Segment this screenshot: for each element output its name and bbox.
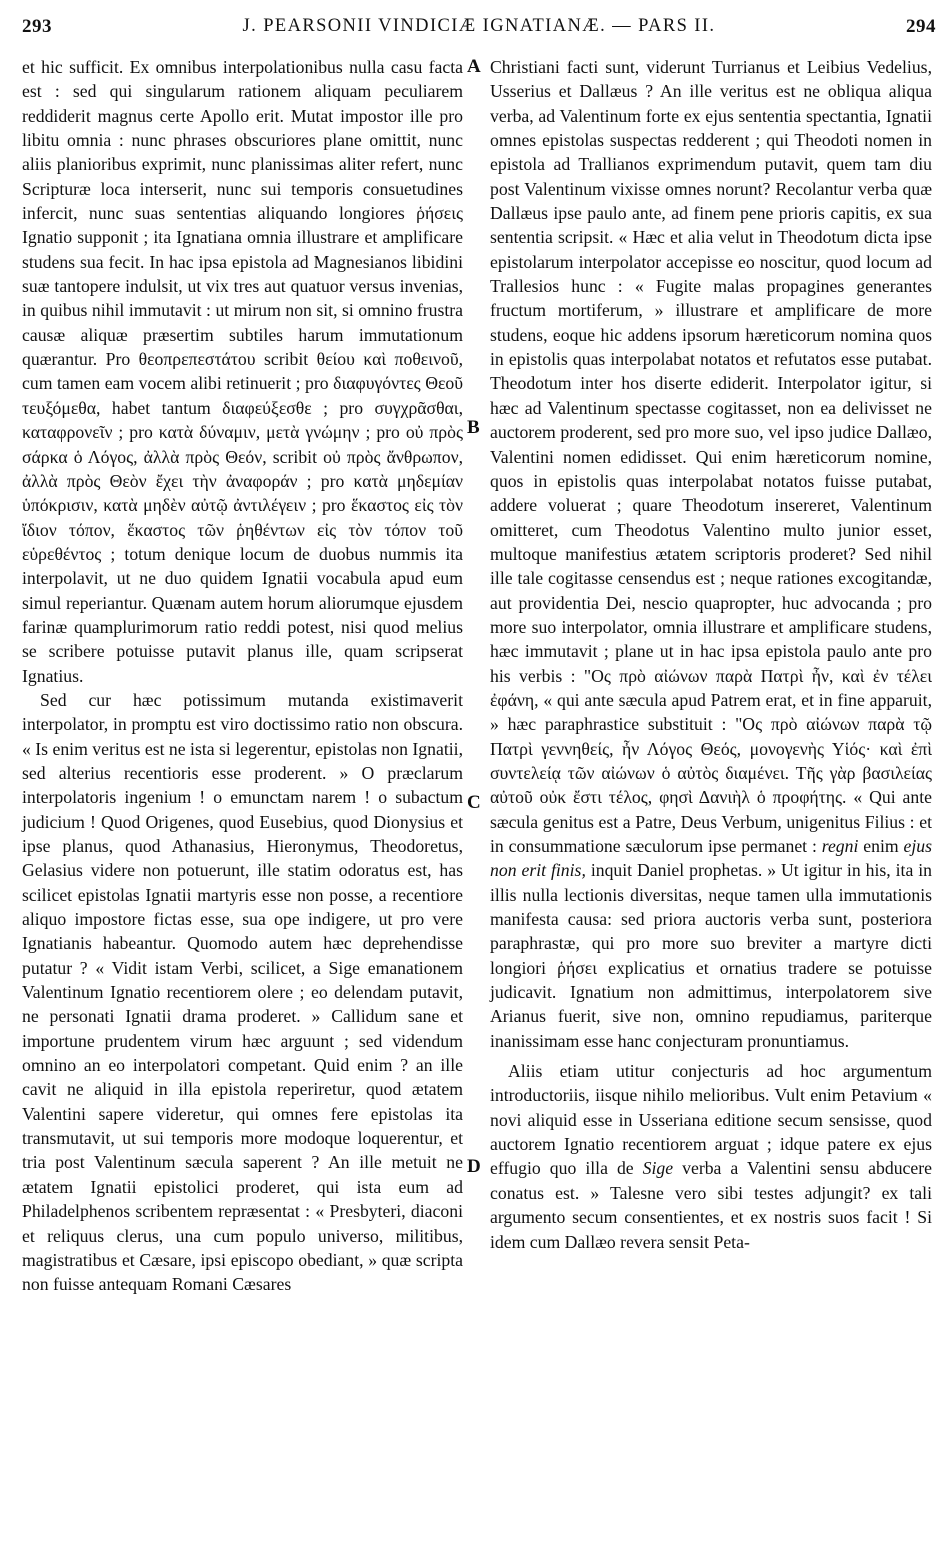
section-marker-c: C [467,792,481,813]
right-p2-text-a: Aliis etiam utitur conjecturis ad hoc argumentum introductoriis, iisque nihilo melioribus. Vult enim Petavium « novi aliquid esse in Usseriana editione secum sensisse, quod auctorem Ignatio recentiorem arguat ; idque patere ex ejus effugio quo illa de [490,1061,932,1179]
section-marker-a: A [467,56,481,77]
right-p1-text-b: enim [858,836,904,856]
right-column [490,55,932,1254]
right-p1-text-a: Christiani facti sunt, viderunt Turrianus et Leibius Vedelius, Usserius et Dallæus ? An ille veritus est ne obliqua aliqua verba, ad Valentinum forte ex ejus sententia spectantia, Ignatii omnes epistolas suspectas redderent ; qui Theodoti nomen in epistola ad Trallianos exprimendum putavit, quem tam diu post Valentinum vixisse omnes norunt? Recolantur verba quæ Dallæus ipse paulo ante, ad finem pene prioris capitis, ex sua sententia scripsit. « Hæc et alia velut in Theodotum dicta ipse epistolarum interpolator accepisse eo noscitur, quod locum ad Trallesios hunc : « Fugite malas propagines generantes fructum mortiferum, » illustrare et amplificare de more studens, eoque hic addens ipsorum hæreticorum nomina quos in epistolis quas interpolabat notatos et refutatos esse putabat. Theodotum inter hos diserte ediderit. Interpolator igitur, si hæc ad Valentinum spectasse cogitasset, non ea delivisset ne auctorem proderent, sed pro more suo, vel ipso judice Dallæo, Valentini nomen edidisset. Qui enim hæreticorum nomine, quos in epistolis quas interpolabat notatos fuisse putabat, addere voluerat ; quare Theodotum insereret, Valentinum omitteret, cum Theodotus Valentino multo junior esset, multoque manifestius ætatem scriptoris proderet? Sed nihil ille tale cogitasse censendus est ; neque rationes excogitandæ, aut providentia Dei, nescio quapropter, huc advocanda ; pro more suo interpolator, omnia illustrare et amplificare studens, hæc immutavit ; plane ut in hac ipsa epistola paulo ante pro his verbis : "Ος πρὸ αἰώνων παρὰ Πατρὶ ἦν, καὶ ἐν τέλει ἐφάνη, « qui ante sæcula apud Patrem erat, et in fine apparuit, » hæc paraphrastice substituit : "Ος πρὸ αἰώνων παρὰ τῷ Πατρὶ γεννηθείς, ἦν Λόγος Θεός, μονογενὴς Υἱός· καὶ ἐπὶ συντελείᾳ τῶν αἰώνων ὁ αὐτὸς διαμένει. Τῆς γὰρ βασιλείας αὐτοῦ οὐκ ἔστι τέλος, φησὶ Δανιὴλ ὁ προφήτης. « Qui ante sæcula genitus est a Patre, Deus Verbum, unigenitus Filius : et in consummatione sæculorum ipse permanet : [490,57,932,856]
running-title: J. PEARSONII VINDICIÆ IGNATIANÆ. — PARS II. [242,16,716,36]
section-marker-d: D [467,1156,481,1177]
left-paragraph-2: Sed cur hæc potissimum mutanda existimaverit interpolator, in promptu est viro doctissimo ratio non obscura. « Is enim veritus est ne ista si legerentur, epistolas non Ignatii, sed alterius recentioris esse proderent. » O præclarum interpolatoris ingenium ! o emunctam narem ! o subactum judicium ! Quod Origenes, quod Eusebius, quod Dionysius et ipse planus, quod Athanasius, Hieronymus, Theodoretus, Gelasius videre non potuerunt, ille statim odoratus est, has scilicet epistolas Ignatii martyris esse non posse, a recentiore aliquo impostore fictas esse, sua ope indigere, ut pro vere Ignatianis habeantur. Quomodo autem hæc deprehendisse putatur ? « Vidit istam Verbi, scilicet, a Sige emanationem Valentinum Ignatio recentiorem olere ; eo delendam putavit, ne personati Ignatii drama proderet. » Callidum sane et importune prudentem virum hæc arguunt ; sed videndum omnino an eo interpolatori competant. Quid enim ? an ille cavit ne aliquid in illa epistola reperiretur, quod ætatem Valentini sapere videretur, qui omnes fere epistolas ita transmutavit, ut sui temporis more modoque loquerentur, et tria post Valentinum sæcula saperent ? An ille metuit ne ætatem Ignatii epistolici proderet, qui ista eum ad Philadelphenos scribentem repræsentat : « Presbyteri, diaconi et reliquus clerus, una cum populo universo, militibus, magistratibus et Cæsare, ipsi episcopo obediant, » quæ scripta non fuisse antequam Romani Cæsares [22,689,463,1295]
running-header [22,16,936,46]
section-marker-b: B [467,417,480,438]
page-number-left: 293 [22,16,52,37]
right-p2-text-b: verba a Valentini sensu abducere conatus est. » Talesne vero sibi testes adjungit? ex tali argumento secum consentientes, et ex nostris suos facit ! Si idem cum Dallæo revera sensit Peta- [490,1158,932,1252]
right-p1-text-c: inquit Daniel prophetas. » Ut igitur in his, ita in illis nulla lectionis diversitas, neque tamen ulla immutationis manifesta causa: sed priora auctoris verba sunt, posteriora paraphrastæ, qui pro more suo breviter a martyre dicti longiori ῥήσει explicatius et ornatius tradere se potuisse judicavit. Ignatium non admittimus, interpolatorem sive Arianus fuerit, sive non, omnino repudiamus, pariterque inanissimam esse hanc conjecturam pronuntiamus. [490,860,932,1051]
right-p1-italic-2: ejus non erit finis, [490,836,932,881]
left-paragraph-1: et hic sufficit. Ex omnibus interpolationibus nulla casu facta est : sed qui singularum rationem aliquam peculiarem reddiderit magnus certe Apollo erit. Mutat impostor ille pro libitu omnia : nunc phrases obscuriores plane omittit, nunc aliis planioribus exprimit, nunc planissimas aliter refert, nunc Scripturæ loca interserit, nunc sui temporis consuetudines infercit, nunc suas sententias aliquando longiores ῥήσεις Ignatio supponit ; ita Ignatiana omnia illustrare et amplificare studens sua fecit. In hac ipsa epistola ad Magnesianos libidini suæ tantopere indulsit, ut vix tres aut quatuor versus invenias, in quibus nihil immutavit : ut mirum non sit, si omnino frustra causæ aliquæ præsertim subtiles harum immutationum quærantur. Pro θεοπρεπεστάτου scribit θείου καὶ ποθεινοῦ, cum tamen eam vocem alibi retinuerit ; pro διαφυγόντες Θεοῦ τευξόμεθα, habet tantum διαφεύξεσθε ; pro συγχρᾶσθαι, καταφρονεῖν ; pro κατὰ δύναμιν, μετὰ γνώμην ; pro οὐ πρὸς σάρκα ὁ Λόγος, ἀλλὰ πρὸς Θεόν, scribit οὐ πρὸς ἄνθρωπον, ἀλλὰ πρὸς Θεὸν ἔχει τὴν ἀναφοράν ; pro κατὰ μηδεμίαν ὑπόκρισιν, κατὰ μηδὲν αὐτῷ ἀντιλέγειν ; pro ἕκαστος εἰς τὸν ἴδιον τόπον, ἕκαστος τῶν ῥηθέντων εἰς τὸν τόπον τοῦ εὑρεθέντος ; totum denique locum de duobus nummis ita interpolavit, ut ne duo quidem Ignatii vocabula apud eum simul reperiantur. Quænam autem horum aliorumque ejusdem farinæ quamplurimorum ratio reddi potest, nisi quod melius se scribere potuisse putavit planus ille, quam scripserat Ignatius. [22,57,463,686]
right-paragraph-2 [490,1059,932,1254]
right-paragraph-1 [490,55,932,1053]
left-column [22,55,463,1297]
right-p2-italic: Sige [642,1158,674,1179]
right-p1-italic-1: regni [821,836,859,856]
page-number-right: 294 [906,16,936,37]
